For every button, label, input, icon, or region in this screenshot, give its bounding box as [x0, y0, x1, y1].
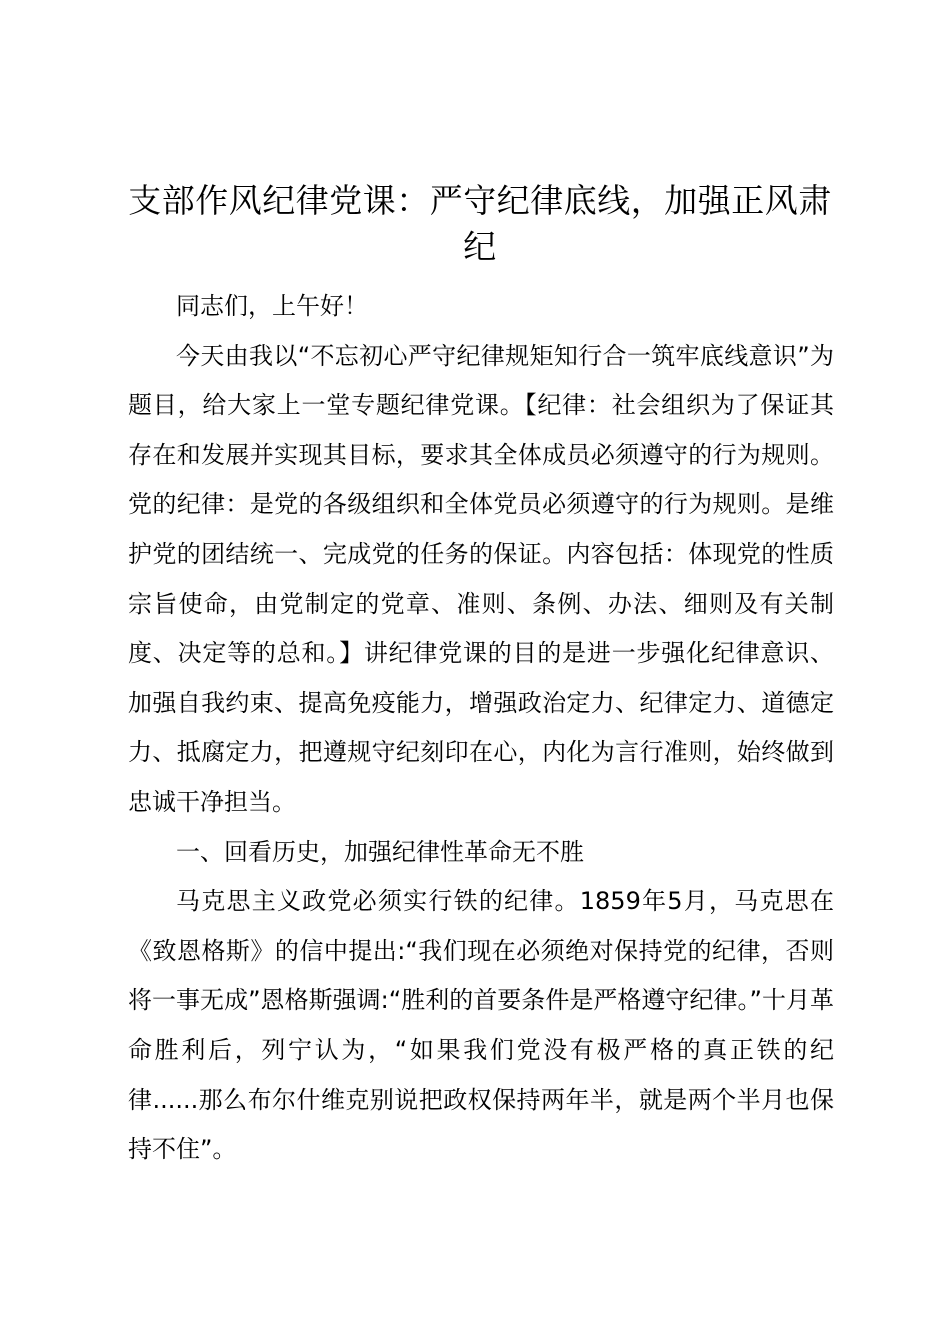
section-heading: 一、回看历史，加强纪律性革命无不胜	[176, 837, 584, 866]
greeting-paragraph: 同志们，上午好！	[176, 292, 368, 320]
document-body	[128, 282, 834, 1175]
history-paragraph: 马克思主义政党必须实行铁的纪律。1859年5月，马克思在《致恩格斯》的信中提出:“我们现在必须绝对保持党的纪律，否则将一事无成”恩格斯强调:“胜利的首要条件是严格遵守纪律。”十月革命胜利后，列宁认为，“如果我们党没有极严格的真正铁的纪律......那么布尔什维克别说把政权保持两年半，就是两个半月也保持不住”。	[128, 887, 834, 1164]
document-title: 支部作风纪律党课：严守纪律底线，加强正风肃纪	[128, 181, 832, 266]
intro-paragraph: 今天由我以“不忘初心严守纪律规矩知行合一筑牢底线意识”为题目，给大家上一堂专题纪律党课。【纪律：社会组织为了保证其存在和发展并实现其目标，要求其全体成员必须遵守的行为规则。党的纪律：是党的各级组织和全体党员必须遵守的行为规则。是维护党的团结统一、完成党的任务的保证。内容包括：体现党的性质宗旨使命，由党制定的党章、准则、条例、办法、细则及有关制度、决定等的总和。】讲纪律党课的目的是进一步强化纪律意识、加强自我约束、提高免疫能力，增强政治定力、纪律定力、道德定力、抵腐定力，把遵规守纪刻印在心，内化为言行准则，始终做到忠诚干净担当。	[128, 341, 834, 816]
